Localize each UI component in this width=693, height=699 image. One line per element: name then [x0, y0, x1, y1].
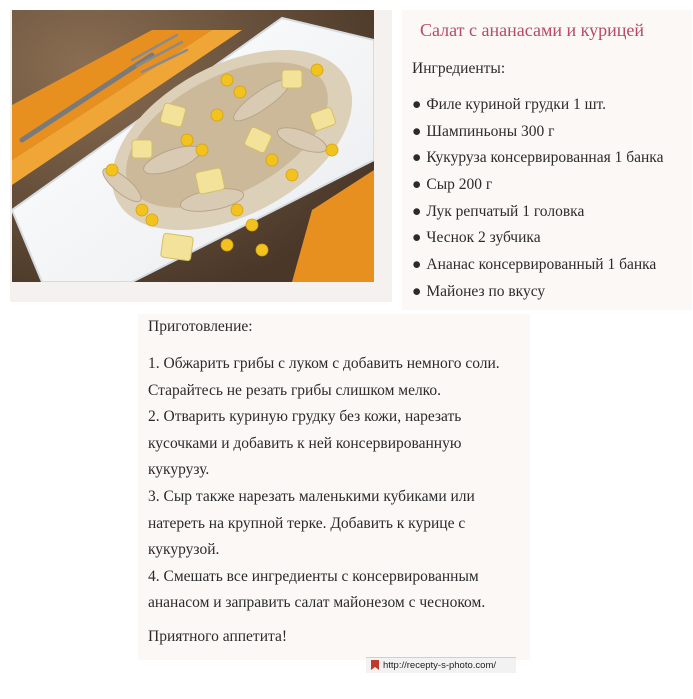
ingredient-item	[412, 92, 663, 119]
preparation-line: ананасом и заправить салат майонезом с чесноком.	[148, 594, 486, 612]
closing-text: Приятного аппетита!	[148, 628, 288, 645]
preparation-line: 4. Смешать все ингредиенты с консервированным	[148, 567, 479, 585]
ingredient-item	[412, 145, 663, 172]
source-watermark	[366, 657, 516, 673]
bookmark-icon	[370, 660, 380, 670]
bullet-icon: ●	[412, 122, 422, 140]
ingredient-text: Филе куриной грудки 1 шт.	[426, 96, 607, 113]
bullet-icon: ●	[412, 282, 422, 300]
ingredient-item	[412, 252, 663, 279]
preparation-line: Старайтесь не резать грибы слишком мелко.	[148, 381, 442, 399]
ingredient-item	[412, 225, 663, 252]
source-url: http://recepty-s-photo.com/	[383, 660, 496, 671]
salad-photo	[12, 10, 374, 282]
ingredient-text: Кукуруза консервированная 1 банка	[426, 149, 664, 167]
ingredient-item	[412, 119, 663, 146]
preparation-line: 3. Сыр также нарезать маленькими кубиками или	[148, 487, 475, 505]
preparation-line: кукурузу.	[148, 461, 210, 479]
preparation-line: натереть на крупной терке. Добавить к курице с	[148, 514, 466, 532]
bullet-icon: ●	[412, 202, 422, 220]
ingredients-list	[412, 92, 663, 306]
ingredient-text: Майонез по вкусу	[426, 282, 546, 300]
preparation-heading: Приготовление:	[148, 318, 253, 335]
ingredient-item	[412, 199, 663, 226]
bullet-icon: ●	[412, 96, 422, 113]
ingredient-item	[412, 279, 663, 306]
ingredients-heading: Ингредиенты:	[412, 60, 506, 77]
bullet-icon: ●	[412, 256, 422, 274]
bullet-icon: ●	[412, 176, 422, 194]
preparation-steps	[148, 351, 500, 617]
preparation-line: кусочками и добавить к ней консервированную	[148, 434, 462, 452]
ingredient-text: Шампиньоны 300 г	[426, 122, 555, 140]
ingredient-text: Ананас консервированный 1 банка	[426, 256, 657, 274]
bullet-icon: ●	[412, 149, 422, 167]
preparation-line: кукурузой.	[148, 541, 220, 559]
preparation-line: 1. Обжарить грибы с луком с добавить немного соли.	[148, 355, 500, 372]
preparation-line: 2. Отварить куриную грудку без кожи, нарезать	[148, 408, 462, 426]
ingredient-text: Лук репчатый 1 головка	[426, 202, 585, 220]
bullet-icon: ●	[412, 229, 422, 247]
ingredient-text: Чеснок 2 зубчика	[426, 229, 541, 247]
ingredient-text: Сыр 200 г	[426, 176, 493, 194]
ingredient-item	[412, 172, 663, 199]
recipe-title: Салат с ананасами и курицей	[420, 20, 644, 40]
